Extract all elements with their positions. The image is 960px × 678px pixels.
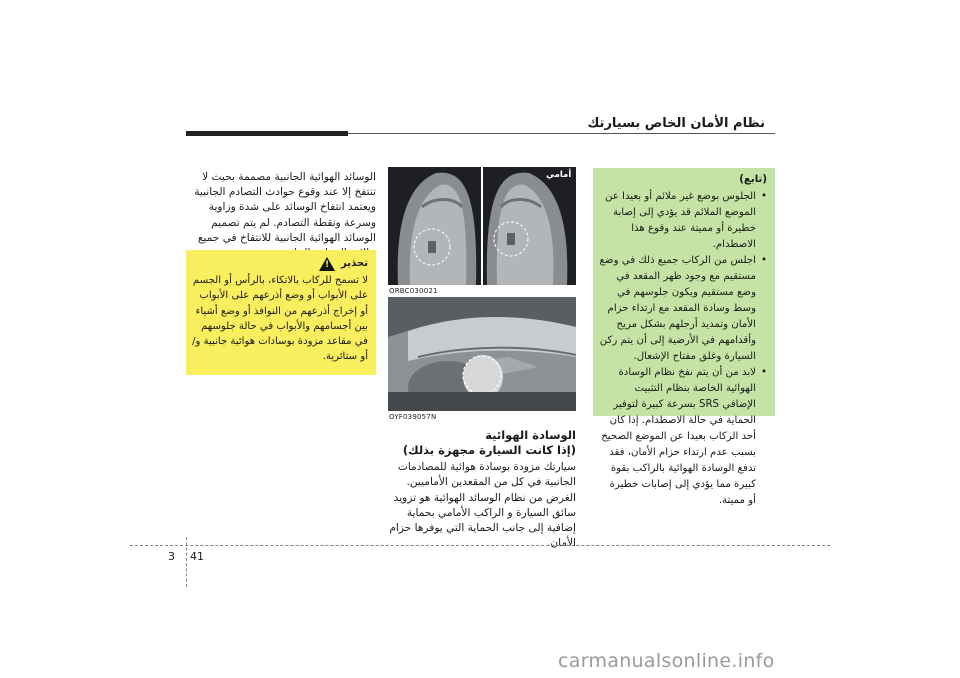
- header-bar: [186, 131, 348, 136]
- seat-image-right: [483, 167, 576, 285]
- notice-item: • اجلس من الركاب جميع ذلك في وضع مستقيم مع وجود ظهر المقعد في وضع مستقيم ويكون جلوسهم في وسط وسادة المقعد مع ارتداء حزام الأمان وتمديد أرجلهم بشكل مريح وأقدامهم في الأرضية إلى أن يتم ركن السيارة وغلق مفتاح الإشعال.: [599, 253, 767, 365]
- header-rule: [348, 133, 775, 134]
- notice-box: [593, 168, 775, 506]
- car-caption: OYF039057N: [389, 413, 437, 421]
- footer-vertical-divider: [186, 537, 187, 587]
- page-number: 41: [190, 550, 204, 563]
- header-title: نظام الأمان الخاص بسيارتك: [587, 116, 765, 131]
- footer-divider: [130, 545, 830, 546]
- seats-caption: ORBC030021: [389, 287, 438, 295]
- notice-list: [599, 189, 767, 509]
- seat-illustration-left: [388, 167, 481, 285]
- warning-text: لا تسمح للركاب بالاتكاء، بالرأس أو الجسم على الأبواب أو وضع أذرعهم على الأبواب أو إخراج أذرعهم من النوافذ أو وضع أشياء بين أجسامهم والأبواب في حالة جلوسهم في مقاعد مزودة بوسادات هوائية جانبية و/أو ستائرية.: [192, 275, 368, 363]
- chapter-number: 3: [168, 550, 175, 563]
- car-interior-image: [388, 297, 576, 411]
- front-label: أمامي: [546, 170, 572, 180]
- warning-title: تحذير: [341, 258, 368, 269]
- car-interior-illustration: [388, 297, 576, 411]
- section-title: [388, 428, 576, 458]
- notice-item: • الجلوس بوضع غير ملائم أو بعيدا عن الموضع الملائم قد يؤدي إلى إصابة خطيرة أو مميتة عند وقوع هذا الاصطدام.: [599, 189, 767, 253]
- notice-item: • لابد من أن يتم نفخ نظام الوسادة الهوائية الخاصة بنظام التثبيت الإضافي SRS بسرعة كبيرة لتوفير الحماية في حالة الاصطدام. إذا كان أحد الركاب بعيدا عن الموضع الصحيح بسبب عدم ارتداء حزام الأمان، فقد تدفع الوسادة الهوائية بالراكب بقوة كبيرة مما يؤدي إلى إصابات خطيرة أو مميتة.: [599, 365, 767, 509]
- seat-image-left: [388, 167, 481, 285]
- seat-illustration-right: [483, 167, 576, 285]
- warning-box: [186, 250, 376, 375]
- side-airbag-paragraph: الوسائد الهوائية الجانبية مصممة بحيث لا تنتفخ إلا عند وقوع حوادث التصادم الجانبية ويعتمد انتفاخ الوسائد على شدة وزاوية وسرعة ونقطة التصادم. لم يتم تصميم الوسائد الهوائية الجانبية للانتفاخ في جميع: [194, 171, 376, 244]
- watermark: carmanualsonline.info: [558, 650, 775, 672]
- notice-title: (تابع): [739, 174, 767, 185]
- section-title-line1: الوسادة الهوائية: [485, 428, 576, 442]
- warning-triangle-icon: !: [319, 257, 335, 271]
- warning-header: [192, 256, 368, 271]
- section-body: سيارتك مزودة بوسادة هوائية للمصادمات الجانبية في كل من المقعدين الأماميين. الغرض من نظام الوسائد الهوائية هو تزويد سائق السيارة و الراكب الأمامي بحماية إضافية إلى جانب الحماية التي يوفرها حزام الأمان.: [389, 461, 576, 550]
- section-title-line2: (إذا كانت السيارة مجهزة بذلك): [402, 443, 576, 457]
